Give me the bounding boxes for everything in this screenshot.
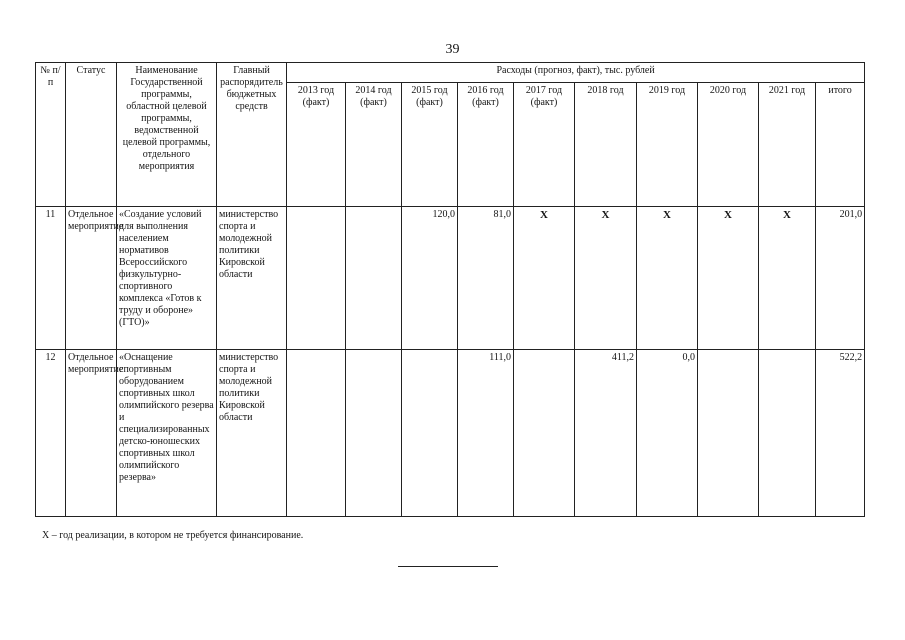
table-row <box>36 350 865 517</box>
year-header: 2020 год <box>698 83 759 207</box>
value-cell: X <box>575 207 637 350</box>
value-cell: X <box>759 207 816 350</box>
year-header: 2016 год (факт) <box>458 83 514 207</box>
row-num: 12 <box>36 350 66 517</box>
value-cell: 81,0 <box>458 207 514 350</box>
value-cell: 0,0 <box>637 350 698 517</box>
value-cell <box>287 350 346 517</box>
value-cell <box>346 350 402 517</box>
value-cell <box>698 350 759 517</box>
col-header-num: № п/п <box>36 63 66 207</box>
total-cell: 522,2 <box>816 350 865 517</box>
value-cell: 411,2 <box>575 350 637 517</box>
footnote: X – год реализации, в котором не требуется финансирование. <box>42 530 304 541</box>
row-name: «Оснащение спортивным оборудованием спортивных школ олимпийского резерва и специализированных детско-юношеских спортивных школ олимпийского резерва» <box>117 350 217 517</box>
header-row-top <box>36 63 865 83</box>
value-cell: 120,0 <box>402 207 458 350</box>
year-header: 2013 год (факт) <box>287 83 346 207</box>
value-cell <box>346 207 402 350</box>
row-status: Отдельное мероприятие <box>66 350 117 517</box>
value-cell <box>287 207 346 350</box>
year-header: 2018 год <box>575 83 637 207</box>
year-header: 2019 год <box>637 83 698 207</box>
value-cell: X <box>637 207 698 350</box>
value-cell: X <box>514 207 575 350</box>
year-header: 2017 год (факт) <box>514 83 575 207</box>
row-num: 11 <box>36 207 66 350</box>
col-header-expenses: Расходы (прогноз, факт), тыс. рублей <box>287 63 865 83</box>
page-number: 39 <box>445 42 460 57</box>
budget-table <box>35 62 865 517</box>
value-cell <box>402 350 458 517</box>
value-cell <box>759 350 816 517</box>
row-manager: министерство спорта и молодежной политики Кировской области <box>217 207 287 350</box>
year-header: 2021 год <box>759 83 816 207</box>
value-cell <box>514 350 575 517</box>
total-header: итого <box>816 83 865 207</box>
value-cell: 111,0 <box>458 350 514 517</box>
col-header-manager: Главный распорядитель бюджетных средств <box>217 63 287 207</box>
row-status: Отдельное мероприятие <box>66 207 117 350</box>
row-manager: министерство спорта и молодежной политики Кировской области <box>217 350 287 517</box>
total-cell: 201,0 <box>816 207 865 350</box>
table-row <box>36 207 865 350</box>
closing-rule <box>398 566 498 567</box>
row-name: «Создание условий для выполнения населением нормативов Всероссийского физкультурно-спортивного комплекса «Готов к труду и обороне» (ГТО)» <box>117 207 217 350</box>
year-header: 2015 год (факт) <box>402 83 458 207</box>
year-header: 2014 год (факт) <box>346 83 402 207</box>
col-header-name: Наименование Государственной программы, областной целевой программы, ведомственной целевой программы, отдельного мероприятия <box>117 63 217 207</box>
col-header-status: Статус <box>66 63 117 207</box>
value-cell: X <box>698 207 759 350</box>
